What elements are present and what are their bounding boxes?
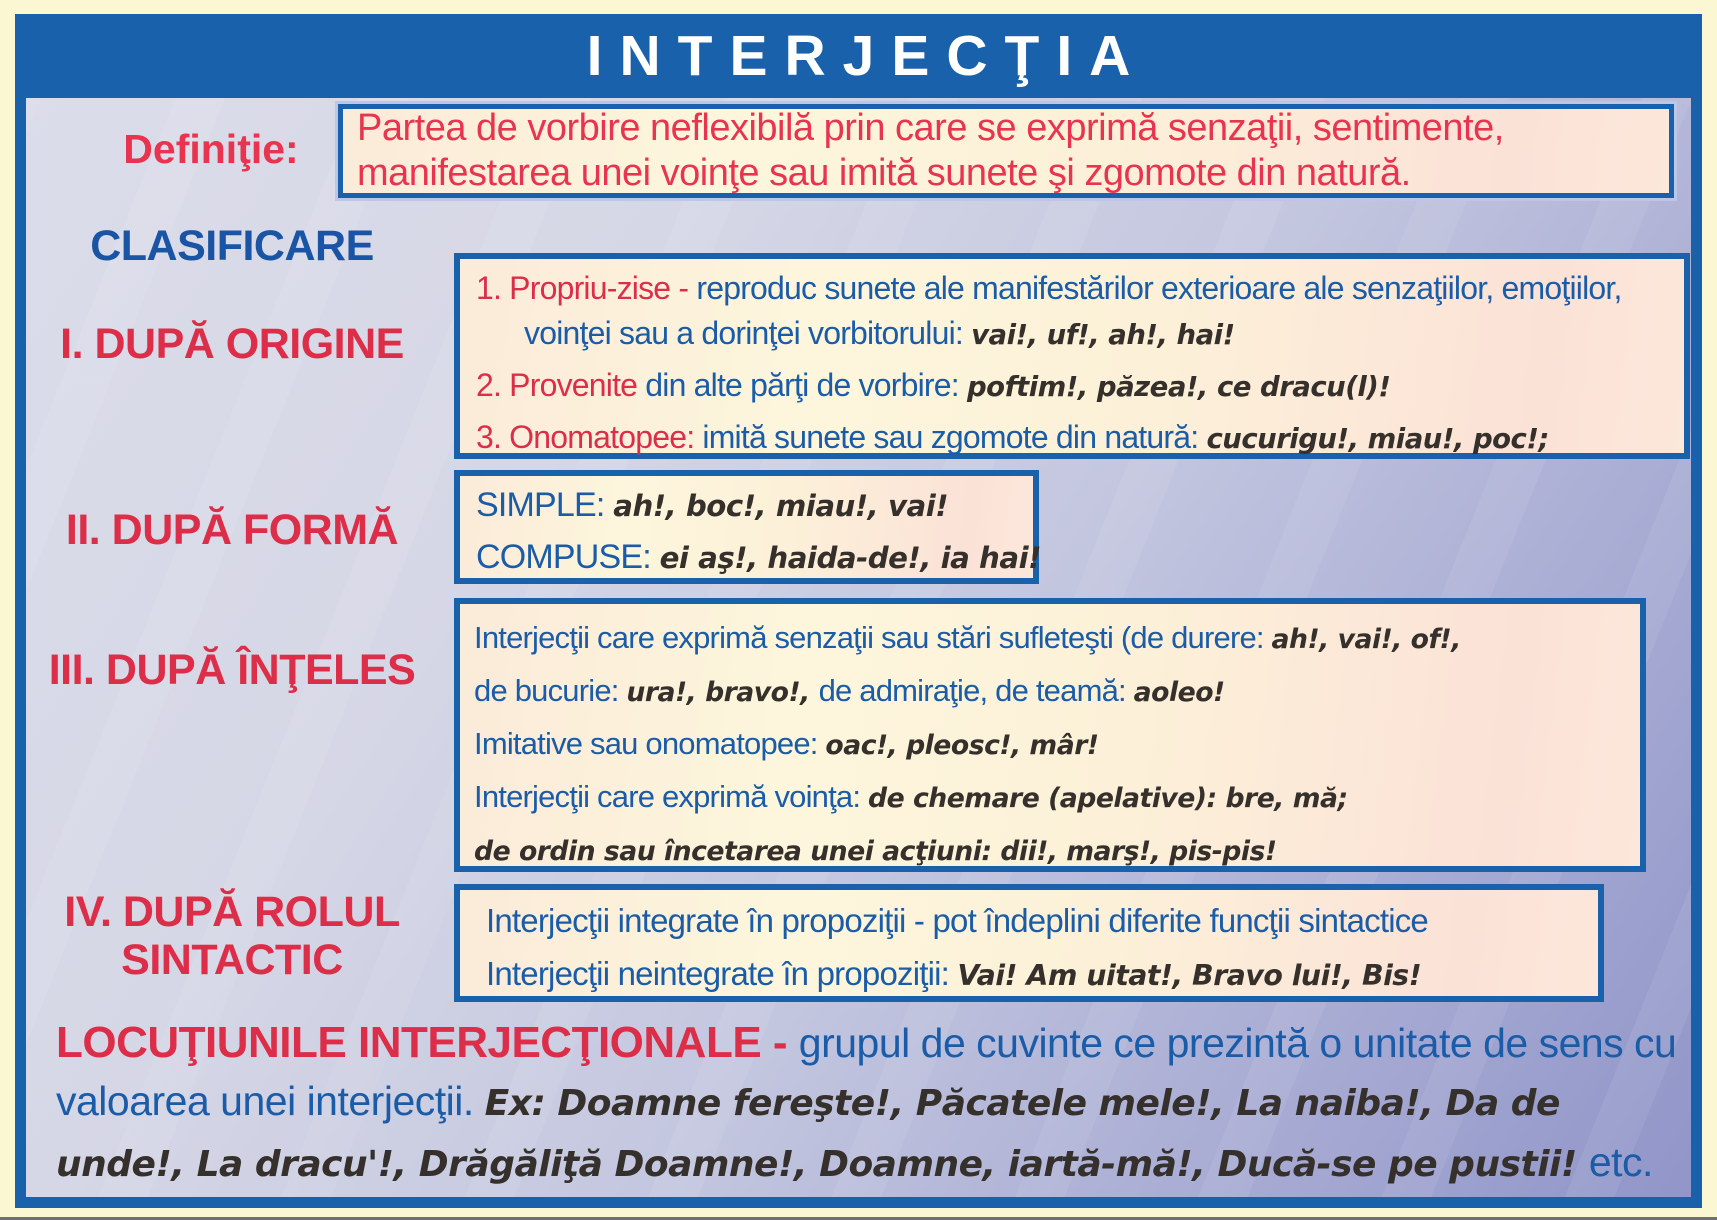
text-segment: oac!, pleosc!, mâr! bbox=[825, 730, 1099, 761]
text-segment: de bucurie: bbox=[474, 673, 627, 708]
form-item-simple-name: SIMPLE: bbox=[476, 486, 614, 524]
page-title: INTERJECŢIA bbox=[586, 24, 1148, 88]
text-segment: de chemare (apelative): bre, mă; bbox=[868, 783, 1348, 814]
origin-item-1 bbox=[476, 266, 1668, 358]
definition-label: Definiţie: bbox=[123, 126, 299, 172]
text-segment: de ordin sau încetarea unei acţiuni: dii!, marş!, pis-pis! bbox=[474, 836, 1277, 867]
meaning-line-5 bbox=[474, 824, 1626, 872]
locutions-examples: Ex: Doamne fereşte!, Păcatele mele!, La naiba!, Da de unde!, La dracu'!, Drăgăliţă Doamne!, Doamne, iartă-mă!, Ducă-se pe pustii! bbox=[56, 1083, 1589, 1185]
origin-item-3-examples: cucurigu!, miau!, poc!; bbox=[1206, 423, 1549, 455]
locutions-heading: LOCUŢIUNILE INTERJECŢIONALE - bbox=[56, 1018, 799, 1067]
locutions-description: grupul de cuvinte ce prezintă o unitate de sens cu valoarea unei interjecţii. bbox=[56, 1020, 1677, 1124]
section-label-meaning: III. DUPĂ ÎNŢELES bbox=[48, 646, 416, 694]
poster-frame bbox=[15, 14, 1702, 1208]
definition-text: Partea de vorbire neflexibilă prin care se exprimă senzaţii, sentimente, manifestarea unei voinţe sau imită sunete şi zgomote din natură. bbox=[357, 107, 1504, 194]
form-item-compuse-name: COMPUSE: bbox=[476, 538, 660, 576]
section-label-form: II. DUPĂ FORMĂ bbox=[65, 506, 399, 554]
origin-item-3-desc: imită sunete sau zgomote din natură: bbox=[702, 419, 1207, 455]
text-segment: ura!, bravo!, bbox=[626, 677, 819, 708]
syntactic-line-2 bbox=[474, 947, 1584, 1002]
section-label-origin: I. DUPĂ ORIGINE bbox=[60, 320, 404, 368]
meaning-line-4 bbox=[474, 771, 1626, 824]
section-label-syntactic bbox=[26, 888, 438, 984]
section-label-syntactic-line1: IV. DUPĂ ROLUL bbox=[64, 888, 400, 936]
form-item-simple bbox=[476, 480, 1017, 532]
origin-item-3-name: 3. Onomatopee: bbox=[476, 419, 703, 455]
definition-box bbox=[338, 104, 1674, 198]
text-segment: ah!, vai!, of!, bbox=[1271, 624, 1461, 655]
syntactic-line-1 bbox=[474, 894, 1584, 947]
origin-item-2 bbox=[476, 363, 1668, 410]
origin-item-3 bbox=[476, 415, 1668, 462]
text-segment: Interjecţii integrate în propoziţii - pot îndeplini diferite funcţii sintactice bbox=[486, 902, 1428, 939]
content-area bbox=[26, 98, 1691, 1197]
locutions-etc: etc. bbox=[1588, 1139, 1653, 1185]
meaning-box bbox=[454, 598, 1646, 872]
origin-item-2-name: 2. Provenite bbox=[476, 367, 646, 403]
origin-item-2-desc: din alte părţi de vorbire: bbox=[645, 367, 967, 403]
locutions-paragraph bbox=[56, 1014, 1678, 1194]
origin-box bbox=[454, 253, 1690, 459]
text-segment: Imitative sau onomatopee: bbox=[474, 726, 826, 761]
syntactic-box bbox=[454, 884, 1604, 1002]
meaning-line-2 bbox=[474, 665, 1626, 718]
form-item-simple-examples: ah!, boc!, miau!, vai! bbox=[613, 489, 949, 523]
text-segment: Vai! Am uitat!, Bravo lui!, Bis! bbox=[957, 959, 1422, 992]
origin-item-1-desc: reproduc sunete ale manifestărilor exterioare ale senzaţiilor, emoţiilor, voinţei sau a dorinţei vorbitorului: bbox=[524, 270, 1622, 351]
text-segment: Interjecţii care exprimă senzaţii sau stări sufleteşti (de durere: bbox=[474, 620, 1272, 655]
form-item-compuse-examples: ei aş!, haida-de!, ia hai! bbox=[659, 541, 1041, 575]
meaning-line-1 bbox=[474, 612, 1626, 665]
form-box bbox=[454, 470, 1039, 584]
origin-item-1-name: 1. Propriu-zise - bbox=[476, 270, 697, 306]
origin-item-1-examples: vai!, uf!, ah!, hai! bbox=[971, 319, 1235, 351]
header-bar bbox=[26, 14, 1691, 98]
classification-heading: CLASIFICARE bbox=[90, 222, 374, 270]
text-segment: de admiraţie, de teamă: bbox=[818, 673, 1134, 708]
section-label-syntactic-line2: SINTACTIC bbox=[121, 936, 343, 984]
meaning-line-3 bbox=[474, 718, 1626, 771]
origin-item-2-examples: poftim!, păzea!, ce dracu(l)! bbox=[966, 371, 1391, 403]
form-item-compuse bbox=[476, 532, 1041, 584]
text-segment: Interjecţii care exprimă voinţa: bbox=[474, 779, 868, 814]
text-segment: Interjecţii neintegrate în propoziţii: bbox=[486, 955, 958, 992]
text-segment: aoleo! bbox=[1133, 677, 1225, 708]
